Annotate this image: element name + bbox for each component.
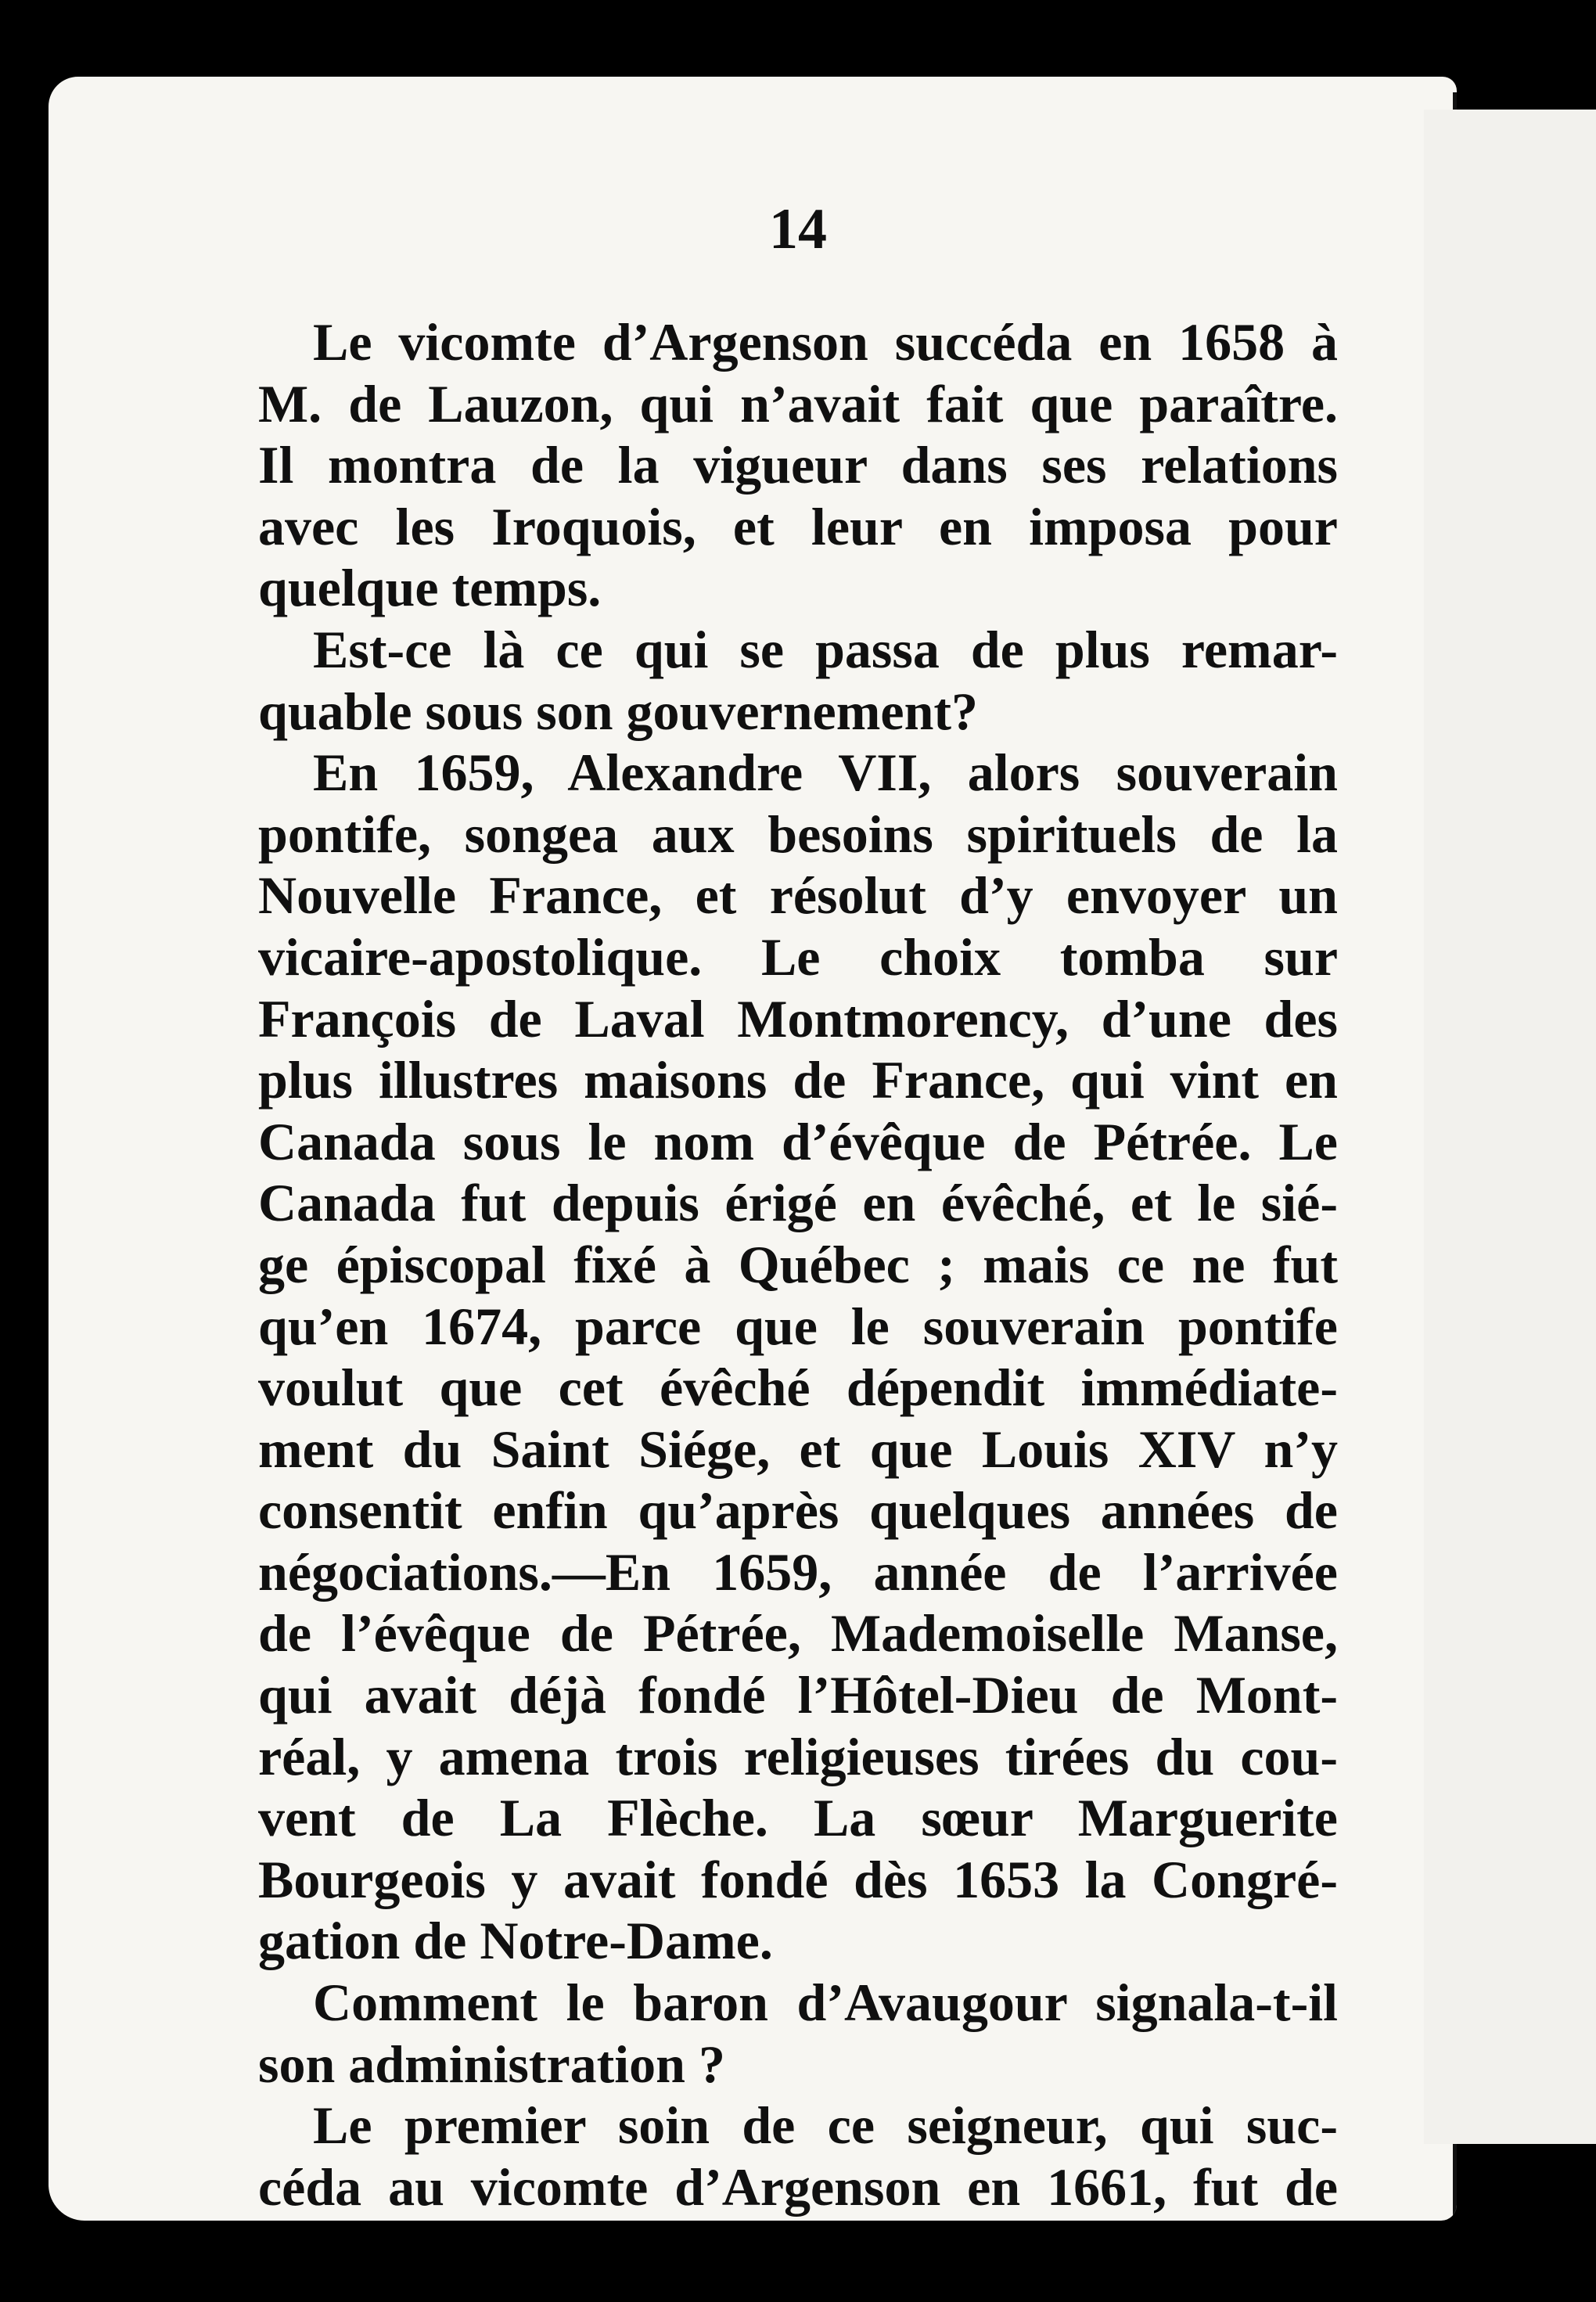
text-line: son administration ? <box>258 2034 725 2094</box>
text-line: Il montra de la vigueur dans ses relations <box>258 435 1338 495</box>
text-lines <box>258 311 1338 2217</box>
text-line: consentit enfin qu’après quelques années de <box>258 1480 1338 1541</box>
text-line: Nouvelle France, et résolut d’y envoyer un <box>258 865 1338 926</box>
text-line: avec les Iroquois, et leur en imposa pour <box>258 496 1338 556</box>
scanned-page <box>49 77 1457 2221</box>
facing-page-edge <box>1424 110 1596 2144</box>
text-line: voulut que cet évêché dépendit immédiate- <box>258 1358 1338 1418</box>
text-line: vent de La Flèche. La sœur Marguerite <box>258 1788 1338 1848</box>
text-line: gation de Notre-Dame. <box>258 1911 773 1971</box>
text-line: Bourgeois y avait fondé dès 1653 la Congré- <box>258 1849 1338 1909</box>
text-line: vicaire-apostolique. Le choix tomba sur <box>258 926 1338 987</box>
text-line: M. de Lauzon, qui n’avait fait que paraître. <box>258 373 1338 433</box>
text-line: ment du Saint Siége, et que Louis XIV n’y <box>258 1419 1338 1479</box>
text-line: Comment le baron d’Avaugour signala-t-il <box>313 1973 1338 2033</box>
text-line: quelque temps. <box>258 558 602 618</box>
text-line: réal, y amena trois religieuses tirées du cou- <box>258 1726 1338 1786</box>
text-line: qui avait déjà fondé l’Hôtel-Dieu de Mont- <box>258 1665 1338 1725</box>
text-line: ge épiscopal fixé à Québec ; mais ce ne fut <box>258 1234 1338 1294</box>
text-line: Canada sous le nom d’évêque de Pétrée. Le <box>258 1111 1338 1171</box>
text-line: Est-ce là ce qui se passa de plus remar- <box>313 619 1338 679</box>
text-line: Le vicomte d’Argenson succéda en 1658 à <box>313 312 1338 372</box>
page-number: 14 <box>769 197 827 261</box>
text-line: plus illustres maisons de France, qui vint en <box>258 1050 1338 1110</box>
text-line: négociations.—En 1659, année de l’arrivée <box>258 1541 1338 1602</box>
text-line: François de Laval Montmorency, d’une des <box>258 988 1338 1048</box>
text-line: de l’évêque de Pétrée, Mademoiselle Manse, <box>258 1603 1338 1664</box>
text-line: céda au vicomte d’Argenson en 1661, fut de <box>258 2156 1338 2217</box>
text-line: Canada fut depuis érigé en évêché, et le sié- <box>258 1173 1338 1233</box>
text-line: qu’en 1674, parce que le souverain pontife <box>258 1296 1338 1356</box>
text-line: quable sous son gouvernement? <box>258 681 979 741</box>
text-line: En 1659, Alexandre VII, alors souverain <box>313 743 1338 803</box>
text-line: pontife, songea aux besoins spirituels de la <box>258 804 1338 864</box>
text-line: Le premier soin de ce seigneur, qui suc- <box>313 2095 1338 2156</box>
